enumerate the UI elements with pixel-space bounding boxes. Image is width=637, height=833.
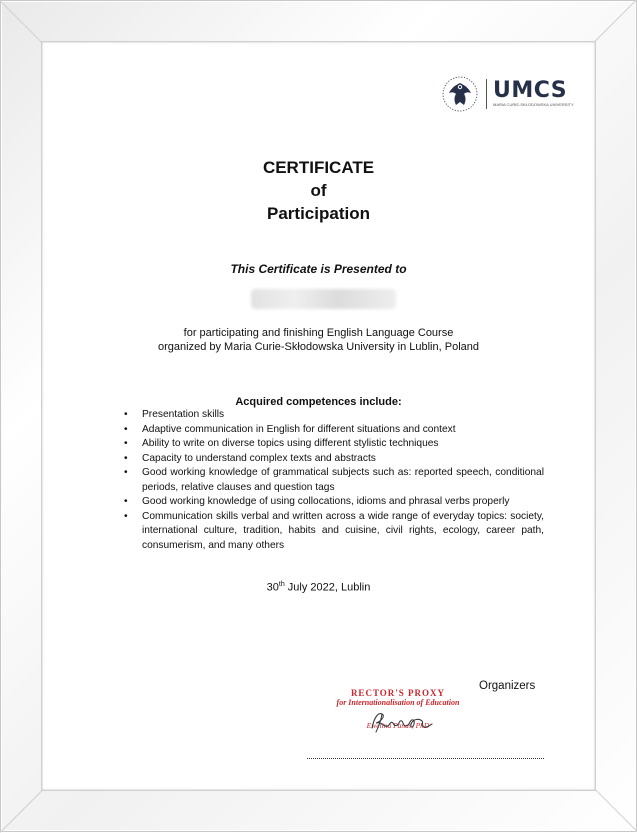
competences-list <box>124 408 544 553</box>
logo-text: UMCS <box>493 78 568 103</box>
presented-to-text: This Certificate is Presented to <box>230 262 407 276</box>
certificate-title-of: of <box>310 181 327 200</box>
organizers-label: Organizers <box>479 680 536 692</box>
course-line-2: organized by Maria Curie-Skłodowska University in Lublin, Poland <box>158 341 479 353</box>
list-item: • Good working knowledge of using collocations, idioms and phrasal verbs properly <box>124 495 544 510</box>
list-item: • Capacity to understand complex texts and abstracts <box>124 452 544 467</box>
list-item: • Ability to write on diverse topics using different stylistic techniques <box>124 437 544 452</box>
issue-date <box>0 581 637 594</box>
signature-line <box>307 758 544 759</box>
list-item: • Adaptive communication in English for different situations and context <box>124 423 544 438</box>
logo-divider <box>486 79 487 109</box>
certificate-subtitle: Participation <box>267 204 370 223</box>
course-line-1: for participating and finishing English Language Course <box>183 327 454 339</box>
stamp-subtitle: for Internationalisation of Education <box>336 698 460 707</box>
list-item: • Presentation skills <box>124 408 544 423</box>
logo-wordmark <box>493 80 574 108</box>
competences-heading: Acquired competences include: <box>235 396 402 408</box>
handwritten-signature <box>364 706 444 736</box>
stamp-signer: Ewelina Panas, PhD <box>366 721 430 730</box>
stamp-title: RECTOR'S PROXY <box>350 688 446 698</box>
date-rest: July 2022, Lublin <box>284 581 371 594</box>
logo-tagline: MARIA CURIE-SKŁODOWSKA UNIVERSITY <box>493 102 574 107</box>
date-day: 30 <box>266 581 279 594</box>
recipient-name-redacted <box>251 289 396 309</box>
date-suffix: th <box>278 581 285 588</box>
certificate-title: CERTIFICATE <box>262 158 375 177</box>
university-eagle-emblem-icon <box>440 75 480 113</box>
list-item: • Communication skills verbal and written across a wide range of everyday topics: society, international culture, tradition, habits and cuisine, civil rights, ecology, career path, consumerism, and many others <box>124 510 544 554</box>
university-logo <box>440 75 574 113</box>
list-item: • Good working knowledge of grammatical subjects such as: reported speech, conditional periods, relative clauses and question tags <box>124 466 544 495</box>
